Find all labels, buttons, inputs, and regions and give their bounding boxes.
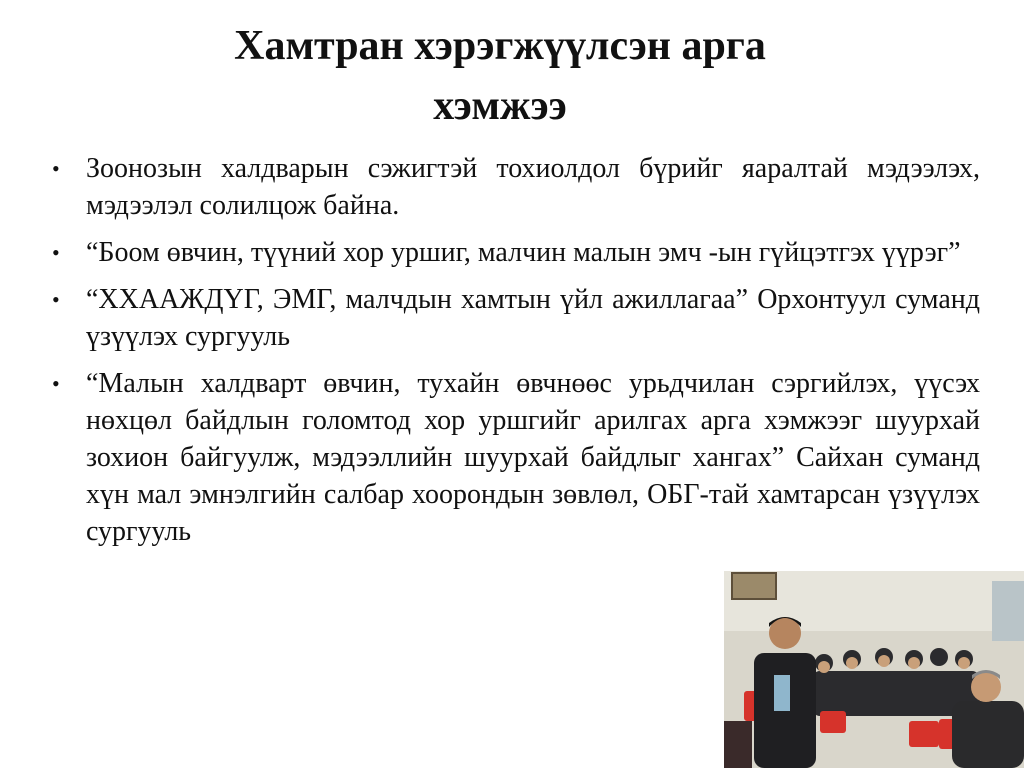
bullet-marker: • [52,240,60,265]
bullet-item [52,150,980,224]
slide-title-line-1: Хамтран хэрэгжүүлсэн арга [234,23,766,69]
bullet-marker: • [52,371,60,396]
bullet-item [52,365,980,550]
bullet-list [52,150,980,560]
bullet-item [52,234,980,271]
bullet-text: “Боом өвчин, түүний хор уршиг, малчин малын эмч -ын гүйцэтгэх үүрэг” [86,237,961,268]
bullet-text: “Малын халдварт өвчин, тухайн өвчнөөс урьдчилан сэргийлэх, үүсэх нөхцөл байдлын голомтод хор уршгийг арилгах арга хэмжээг шуурхай зохион байгуулж, мэдээллийн шуурхай байдлыг хангах” Сайхан суманд хүн мал эмнэлгийн салбар хоорондын зөвлөл, ОБГ-тай хамтарсан үзүүлэх сургууль [86,368,980,547]
training-session-photo [724,571,1024,768]
bullet-text: Зоонозын халдварын сэжигтэй тохиолдол бүрийг яаралтай мэдээлэх, мэдээлэл солилцож байна. [86,153,980,221]
photo-illustration [724,571,1024,768]
slide-title [150,16,850,136]
bullet-marker: • [52,156,60,181]
slide-title-line-2: хэмжээ [433,83,567,129]
bullet-text: “ХХААЖДҮГ, ЭМГ, малчдын хамтын үйл ажиллагаа” Орхонтуул суманд үзүүлэх сургууль [86,284,980,352]
bullet-item [52,281,980,355]
bullet-marker: • [52,287,60,312]
